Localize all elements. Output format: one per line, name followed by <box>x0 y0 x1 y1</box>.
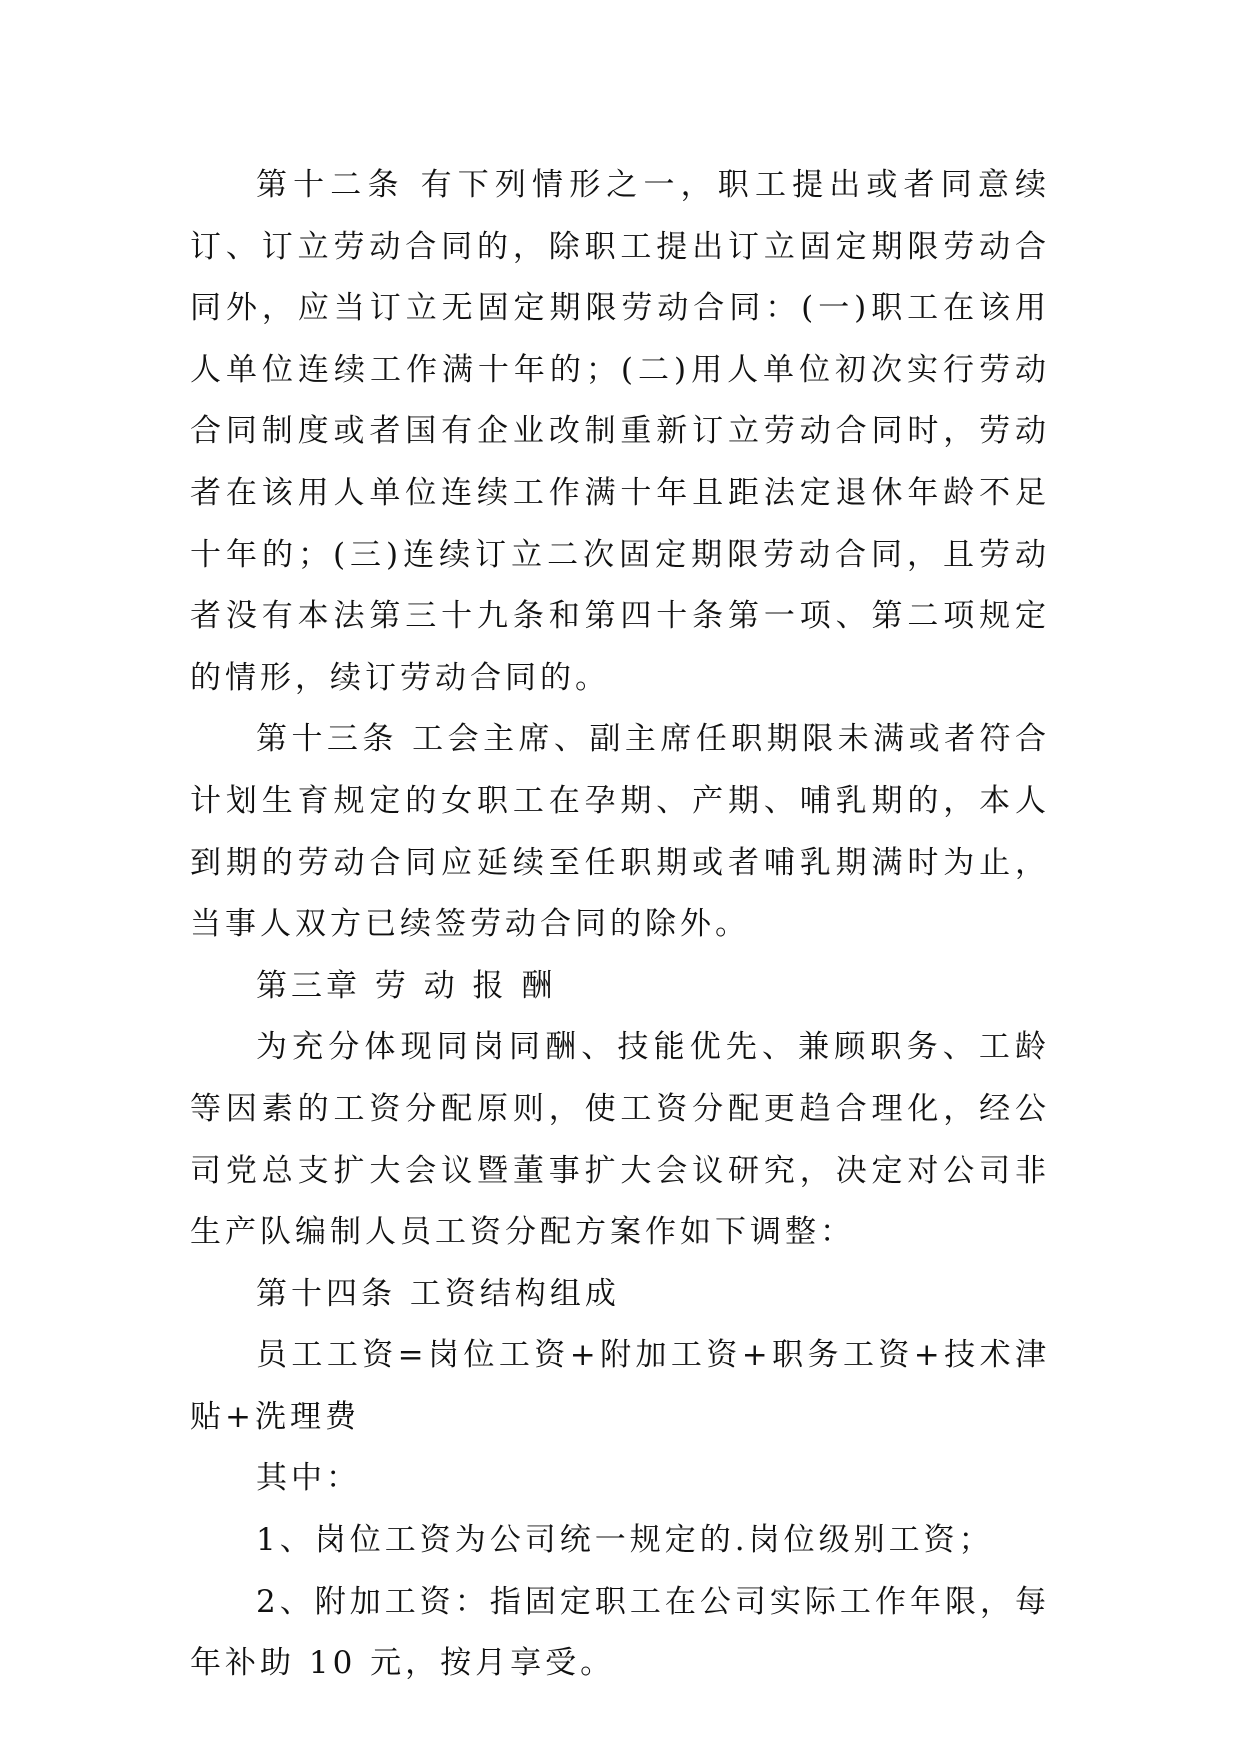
chapter-3-heading: 第三章 劳 动 报 酬 <box>256 967 557 1004</box>
salary-adjustment-intro: 为充分体现同岗同酬、技能优先、兼顾职务、工龄等因素的工资分配原则，使工资分配更趋合理化，经公司党总支扩大会议暨董事扩大会议研究，决定对公司非生产队编制人员工资分配方案作如下调整： <box>190 1029 1050 1251</box>
article-13-paragraph: 第十三条 工会主席、副主席任职期限未满或者符合计划生育规定的女职工在孕期、产期、哺乳期的，本人到期的劳动合同应延续至任职期或者哺乳期满时为止，当事人双方已续签劳动合同的除外。 <box>190 721 1050 943</box>
among-which-label: 其中： <box>256 1460 361 1497</box>
document-body <box>190 155 1050 1695</box>
item-2-additional-salary: 2、附加工资：指固定职工在公司实际工作年限，每年补助 10 元，按月享受。 <box>190 1583 1050 1682</box>
salary-formula: 员工工资=岗位工资+附加工资+职务工资+技术津贴+洗理费 <box>190 1337 1050 1435</box>
item-1-position-salary: 1、岗位工资为公司统一规定的.岗位级别工资； <box>256 1522 994 1559</box>
article-14-heading: 第十四条 工资结构组成 <box>256 1275 620 1312</box>
article-12-paragraph: 第十二条 有下列情形之一，职工提出或者同意续订、订立劳动合同的，除职工提出订立固定期限劳动合同外，应当订立无固定期限劳动合同：(一)职工在该用人单位连续工作满十年的；(二)用人单位初次实行劳动合同制度或者国有企业改制重新订立劳动合同时，劳动者在该用人单位连续工作满十年且距法定退休年龄不足十年的；(三)连续订立二次固定期限劳动合同，且劳动者没有本法第三十九条和第四十条第一项、第二项规定的情形，续订劳动合同的。 <box>190 167 1050 696</box>
